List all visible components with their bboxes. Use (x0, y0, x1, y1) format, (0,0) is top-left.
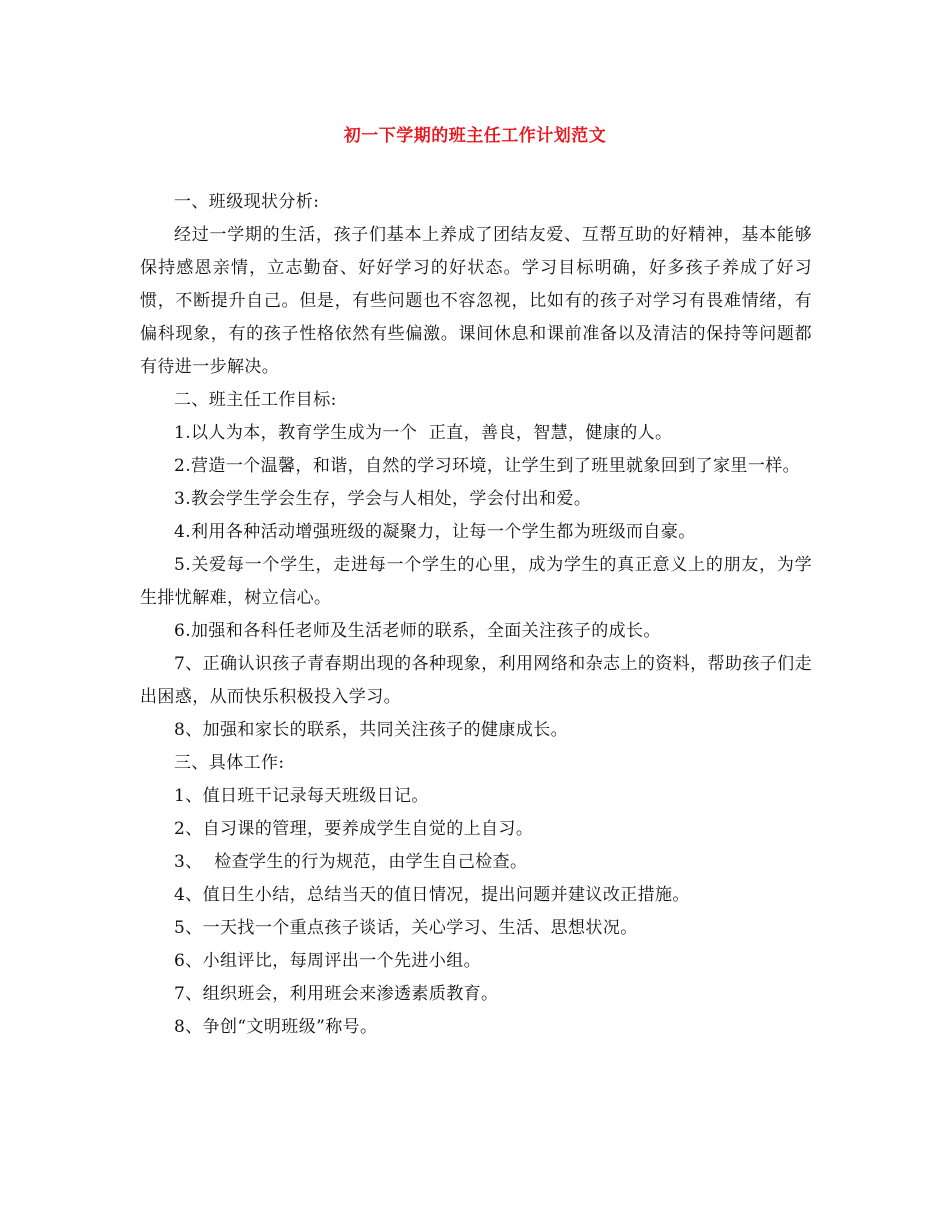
paragraph-analysis: 经过一学期的生活，孩子们基本上养成了团结友爱、互帮互助的好精神，基本能够保持感恩亲情，立志勤奋、好好学习的好状态。学习目标明确，好多孩子养成了好习惯，不断提升自己。但是，有些问题也不容忽视，比如有的孩子对学习有畏难情绪，有偏科现象，有的孩子性格依然有些偏激。课间休息和课前准备以及清洁的保持等问题都有待进一步解决。 (140, 225, 812, 377)
section-heading-1: 一、班级现状分析: (174, 192, 320, 212)
work-item: 1、值日班干记录每天班级日记。 (174, 786, 429, 806)
work-item: 3、 检查学生的行为规范，由学生自己检查。 (174, 852, 528, 872)
work-item: 8、争创“文明班级”称号。 (174, 1017, 378, 1037)
goal-item: 7、正确认识孩子青春期出现的各种现象，利用网络和杂志上的资料，帮助孩子们走出困惑，从而快乐积极投入学习。 (140, 654, 812, 707)
goal-item: 1.以人为本，教育学生成为一个 正直，善良，智慧，健康的人。 (174, 423, 673, 443)
goal-item: 6.加强和各科任老师及生活老师的联系，全面关注孩子的成长。 (174, 621, 661, 641)
work-item: 7、组织班会，利用班会来渗透素质教育。 (174, 984, 499, 1004)
section-heading-3: 三、具体工作: (174, 753, 285, 773)
work-item: 2、自习课的管理，要养成学生自觉的上自习。 (174, 819, 534, 839)
work-item: 6、小组评比，每周评出一个先进小组。 (174, 951, 482, 971)
section-heading-2: 二、班主任工作目标: (174, 390, 337, 410)
document-body (140, 186, 812, 1044)
work-item: 5、一天找一个重点孩子谈话，关心学习、生活、思想状况。 (174, 918, 638, 938)
goal-item: 4.利用各种活动增强班级的凝聚力，让每一个学生都为班级而自豪。 (174, 522, 696, 542)
goal-item: 8、加强和家长的联系，共同关注孩子的健康成长。 (174, 720, 569, 740)
goal-item: 3.教会学生学会生存，学会与人相处，学会付出和爱。 (174, 489, 592, 509)
document-title: 初一下学期的班主任工作计划范文 (343, 126, 607, 146)
goal-item: 2.营造一个温馨，和谐，自然的学习环境，让学生到了班里就象回到了家里一样。 (174, 456, 801, 476)
work-item: 4、值日生小结，总结当天的值日情况，提出问题并建议改正措施。 (174, 885, 690, 905)
goal-item: 5.关爱每一个学生，走进每一个学生的心里，成为学生的真正意义上的朋友，为学生排忧解难，树立信心。 (140, 555, 812, 608)
